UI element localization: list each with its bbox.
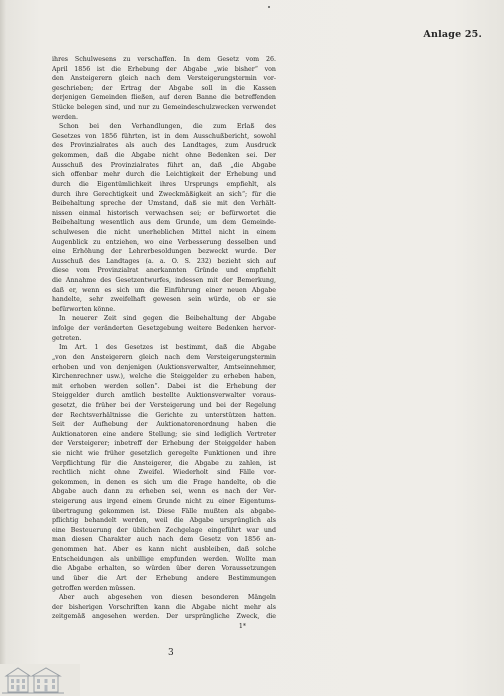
text-line: den Ansteigerern gleich nach dem Versteigerungstermin vor-	[52, 75, 276, 83]
text-line: schulwesen die nicht unerheblichen Mittel nicht in einem	[52, 228, 276, 236]
page-edge-shadow	[0, 0, 6, 696]
text-line: die Annahme des Gesetzentwurfes, indessen mit der Bemerkung,	[52, 277, 276, 285]
text-line: steigerung aus irgend einem Grunde nicht zu einer Eigentums-	[52, 498, 276, 506]
text-line: befürworten könne.	[52, 305, 116, 313]
text-line: infolge der veränderten Gesetzgebung weitere Bedenken hervor-	[52, 325, 276, 333]
text-line: der Versteigerer; inbetreff der Erhebung der Steiggelder haben	[52, 440, 276, 448]
text-line: diese vom Provinzialrat anerkannten Gründe und empfiehlt	[52, 267, 276, 275]
text-line: Aber auch abgesehen von diesen besonderen Mängeln	[59, 594, 276, 602]
text-line: In neuerer Zeit sind gegen die Beibehaltung der Abgabe	[59, 315, 276, 323]
text-line: Abgabe auch dann zu erheben sei, wenn es nach der Ver-	[52, 488, 276, 496]
text-line: Stücke belegen sind, und nur zu Gemeindeschulzwecken verwendet	[52, 104, 276, 112]
text-line: Beibehaltung spreche der Umstand, daß sie mit den Verhält-	[52, 200, 276, 208]
text-line: erhoben und von denjenigen (Auktionsverwalter, Amtseinnehmer,	[52, 363, 276, 371]
text-line: gesetzt, die früher bei der Versteigerung und bei der Regelung	[52, 401, 276, 409]
text-line: sich offenbar mehr durch die Leichtigkeit der Erhebung und	[52, 171, 276, 179]
text-line: April 1856 ist die Erhebung der Abgabe „wie bisher“ von	[52, 65, 276, 73]
text-line: eine Besteuerung der üblichen Zechgelage eingeführt war und	[52, 526, 276, 534]
text-line: werden.	[52, 113, 78, 121]
text-line: Ausschuß des Provinzialrates führt an, daß „die Abgabe	[52, 161, 276, 169]
text-line: Kirchenrechner usw.), welche die Steiggelder zu erheben haben,	[52, 373, 276, 381]
text-line: zeitgemäß angesehen werden. Der ursprüngliche Zweck, die	[52, 613, 276, 621]
text-line: übertragung gekommen ist. Diese Fälle mußten als abgabe-	[52, 507, 276, 515]
text-line: Im Art. 1 des Gesetzes ist bestimmt, daß die Abgabe	[59, 344, 276, 352]
body-text	[52, 55, 276, 632]
text-line: sie nicht wie früher gesetzlich geregelte Funktionen und ihre	[52, 449, 276, 457]
text-line: Gesetzes von 1856 führten, ist in dem Ausschußbericht, sowohl	[52, 132, 276, 140]
text-line: derjenigen Gemeinden fließen, auf deren Banne die betreffenden	[52, 94, 276, 102]
text-line: Auktionatoren eine andere Stellung; sie sind lediglich Vertreter	[52, 430, 276, 438]
text-line: der Rechtsverhältnisse die Gerichte zu unterstützen hatten.	[52, 411, 276, 419]
text-line: Seit der Aufhebung der Auktionatorenordnung haben die	[52, 421, 276, 429]
text-line: Beibehaltung wesentlich aus dem Grunde, um dem Gemeinde-	[52, 219, 276, 227]
signature-mark: 1*	[238, 622, 246, 630]
text-line: der bisherigen Vorschriften kann die Abgabe nicht mehr als	[52, 603, 276, 611]
text-line: Ausschuß des Landtages (a. a. O. S. 232) bezieht sich auf	[52, 257, 276, 265]
text-line: handelte, sehr zweifelhaft gewesen sein würde, ob er sie	[52, 296, 276, 304]
text-line: Steiggelder durch amtlich bestellte Auktionsverwalter voraus-	[52, 392, 276, 400]
text-line: pflichtig behandelt werden, weil die Abgabe ursprünglich als	[52, 517, 276, 525]
text-line: genommen hat. Aber es kann nicht ausbleiben, daß solche	[52, 546, 276, 554]
text-line: Entscheidungen als unbillige empfunden werden. Wollte man	[52, 555, 276, 563]
text-line: geschrieben; der Ertrag der Abgabe soll in die Kassen	[52, 84, 276, 92]
text-line: Verpflichtung für die Ansteigerer, die Abgabe zu zahlen, ist	[52, 459, 276, 467]
text-line: Schon bei den Verhandlungen, die zum Erlaß des	[59, 123, 276, 131]
text-line: „von den Ansteigerern gleich nach dem Versteigerungstermin	[52, 353, 276, 361]
text-line: gekommen, daß die Abgabe nicht ohne Bedenken sei. Der	[52, 152, 276, 160]
text-line: durch ihre Gerechtigkeit und Zweckmäßigkeit an sich“; für die	[52, 190, 276, 198]
text-line: getreten.	[52, 334, 82, 342]
page-mark	[268, 6, 270, 8]
text-line: daß er, wenn es sich um die Einführung einer neuen Abgabe	[52, 286, 276, 294]
text-line: eine Erhöhung der Lehrerbesoldungen bezweckt wurde. Der	[52, 248, 276, 256]
text-line: Augenblick zu entziehen, wo eine Verbesserung desselben und	[52, 238, 276, 246]
text-line: des Provinzialrates als auch des Landtages, zum Ausdruck	[52, 142, 276, 150]
text-line: ihres Schulwesens zu verschaffen. In dem Gesetz vom 26.	[52, 56, 276, 63]
text-line: man diesen Charakter auch nach dem Gesetz von 1856 an-	[52, 536, 276, 544]
annex-label: Anlage 25.	[423, 29, 482, 40]
page-number: 3	[168, 648, 174, 658]
text-line: gekommen, in denen es sich um die Frage handelte, ob die	[52, 478, 276, 486]
library-building-logo	[0, 664, 80, 696]
text-line: durch die Eigentümlichkeit ihres Ursprungs empfiehlt, als	[52, 180, 276, 188]
text-line: die Abgabe erhalten, so würden über deren Voraussetzungen	[52, 565, 276, 573]
text-line: getroffen werden müssen.	[52, 584, 136, 592]
text-line: mit erhoben werden sollen“. Dabei ist die Erhebung der	[52, 382, 276, 390]
text-line: nissen einmal historisch verwachsen sei; er befürwortet die	[52, 209, 276, 217]
text-line: und über die Art der Erhebung andere Bestimmungen	[52, 574, 276, 582]
text-line: rechtlich nicht ohne Zweifel. Wiederholt sind Fälle vor-	[52, 469, 276, 477]
